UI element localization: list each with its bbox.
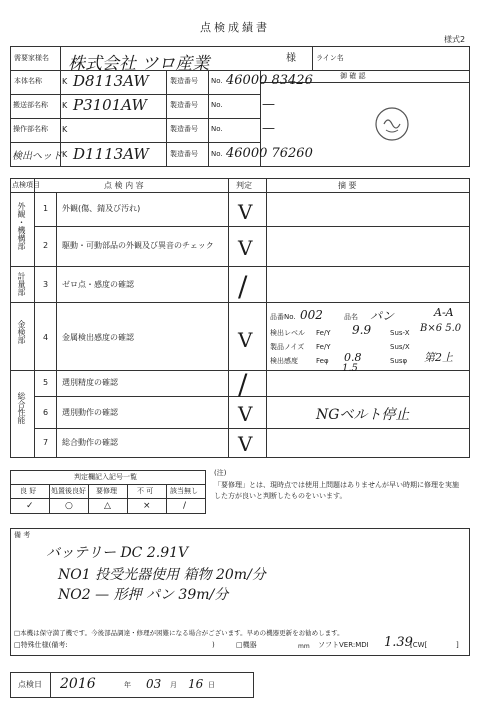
customer-name-label: 需要家様名 — [14, 54, 49, 62]
conveyor-name-label: 搬送部名称 — [13, 101, 48, 109]
detect-level-sus-label: Sus-X — [390, 329, 410, 337]
detector-serial: 46000 76260 — [226, 146, 313, 161]
item-1-judge: V — [238, 200, 253, 224]
product-no-value: 002 — [300, 308, 323, 322]
operation-prefix: K — [62, 125, 68, 134]
detector-serial-label: 製造番号 — [170, 150, 198, 158]
date-month-unit: 月 — [170, 681, 177, 689]
legend-symbol-good: ✓ — [26, 501, 34, 511]
legend-label-ng: 不 可 — [137, 487, 154, 495]
body-name-label: 本体名称 — [14, 77, 42, 85]
customer-name-value: 株式会社 ツロ産業 — [68, 54, 210, 74]
body-no: No. — [211, 77, 223, 85]
remarks-label: 備 考 — [14, 531, 31, 539]
conveyor-serial-label: 製造番号 — [170, 101, 198, 109]
product-grade: A-A — [434, 306, 454, 319]
sensitivity-label: 検出感度 — [270, 357, 298, 365]
body-prefix: K — [62, 77, 68, 86]
conveyor-model: P3101AW — [73, 96, 147, 114]
item-1-no: 1 — [43, 204, 49, 213]
confirm-label: 御 確 認 — [340, 72, 366, 80]
mm-unit: mm — [298, 643, 310, 650]
item-6-judge: V — [238, 402, 253, 426]
body-serial-label: 製造番号 — [170, 77, 198, 85]
body-model: D8113AW — [73, 72, 149, 90]
remarks-line-1: バッテリー DC 2.91V — [46, 545, 189, 561]
remarks-header: 摘 要 — [338, 181, 357, 190]
legend-note-label: (注) — [214, 469, 227, 477]
sensitivity-fe: 0.8 — [344, 351, 362, 364]
soft-version-value: 1.39 — [384, 635, 413, 650]
form-number: 様式2 — [444, 35, 466, 44]
noise-fe-label: Fe/Y — [316, 343, 331, 351]
item-4-judge: V — [238, 328, 253, 352]
item-3-judge: / — [238, 270, 248, 303]
group-weighing: 計量部 — [17, 272, 26, 296]
date-day: 16 — [188, 677, 204, 691]
detect-level-fe-label: Fe/Y — [316, 329, 331, 337]
detector-model: D1113AW — [73, 145, 149, 163]
detector-no: No. — [211, 150, 223, 158]
conveyor-prefix: K — [62, 101, 68, 110]
group-appearance: 外観・機構部 — [17, 202, 26, 250]
item-2-judge: V — [238, 236, 253, 260]
conveyor-serial: — — [262, 97, 275, 112]
legend-label-repair: 要修理 — [96, 487, 117, 495]
legend-symbol-repair: △ — [104, 501, 111, 511]
item-7-no: 7 — [43, 438, 49, 447]
product-no-label: 品番No. — [270, 313, 296, 321]
cw-label: [CW[ — [410, 641, 428, 649]
product-name-label: 品名 — [344, 313, 358, 321]
item-3-no: 3 — [43, 280, 49, 289]
legend-symbol-fixed: ○ — [65, 501, 73, 511]
customer-honorific: 様 — [286, 53, 296, 64]
remarks-line-3: NO2 — 形押 パン 39m/分 — [58, 587, 229, 603]
operation-name-label: 操作部名称 — [13, 125, 48, 133]
judge-legend-title: 判定欄記入記号一覧 — [74, 473, 137, 481]
content-header: 点 検 内 容 — [104, 181, 144, 190]
judge-header: 判定 — [236, 181, 252, 190]
legend-symbol-ng: × — [143, 501, 151, 511]
item-6-remark: NGベルト停止 — [316, 407, 410, 423]
noise-sus-label: Sus/X — [390, 343, 410, 351]
item-7-judge: V — [238, 432, 253, 456]
item-6-text: 選別動作の確認 — [62, 408, 118, 417]
date-year: 2016 — [60, 676, 96, 692]
remarks-line-2: NO1 投受光器使用 箱物 20m/分 — [58, 567, 266, 583]
noise-label: 製品ノイズ — [270, 343, 305, 351]
legend-symbol-na: / — [183, 501, 187, 511]
cw-close: ] — [456, 641, 459, 649]
legend-label-na: 該当無し — [170, 487, 198, 495]
detector-head-label: 検出ヘッド — [12, 151, 62, 162]
item-7-text: 総合動作の確認 — [62, 438, 118, 447]
detector-prefix: K — [62, 150, 68, 159]
item-6-no: 6 — [43, 408, 49, 417]
service-end-notice: □本機は保守満了機です。今後部品調達・修理が困難になる場合がございます。早めの機器更新をお勧めします。 — [14, 629, 344, 637]
sensitivity-fe-label: Feφ — [316, 357, 329, 365]
group-overall: 総合性能 — [17, 392, 26, 424]
special-spec-close: ) — [212, 641, 215, 649]
detect-level-fe: 9.9 — [352, 323, 372, 337]
item-4-no: 4 — [43, 333, 49, 342]
item-5-judge: / — [238, 368, 248, 401]
item-4-text: 金属検出感度の確認 — [62, 333, 134, 342]
date-day-unit: 日 — [208, 681, 215, 689]
approval-stamp — [372, 104, 412, 144]
document-title: 点検成績書 — [200, 21, 270, 34]
body-serial: 46000 83426 — [226, 73, 313, 88]
inspection-date-box — [10, 672, 254, 698]
product-name-value: パン — [370, 309, 395, 323]
legend-note: 「要修理」とは、現時点では使用上問題はありませんが早い時期に修理を実施した方が良いと判断したものをいいます。 — [214, 481, 459, 500]
group-metal-detect: 金検部 — [17, 320, 26, 344]
item-3-text: ゼロ点・感度の確認 — [62, 280, 134, 289]
detect-level-label: 検出レベル — [270, 329, 305, 337]
sensitivity-sus: 第2上 — [424, 351, 453, 364]
operation-serial: — — [262, 121, 275, 136]
date-year-unit: 年 — [124, 681, 131, 689]
item-5-text: 選別精度の確認 — [62, 378, 118, 387]
detect-level-sus: B×6 5.0 — [420, 323, 462, 334]
line-name-label: ライン名 — [316, 54, 344, 62]
special-spec-label: □特殊仕様(備考: — [14, 641, 68, 649]
legend-label-good: 良 好 — [20, 487, 37, 495]
item-5-no: 5 — [43, 378, 49, 387]
item-1-text: 外観(傷、錆及び汚れ) — [62, 204, 141, 213]
soft-version-label: ソフトVER:MDI — [318, 641, 369, 649]
sensitivity-sus-label: Susφ — [390, 357, 408, 365]
item-2-text: 駆動・可動部品の外観及び異音のチェック — [62, 241, 214, 250]
sensitivity-fe-2: 1.5 — [342, 363, 358, 374]
legend-label-fixed: 処置後良好 — [51, 487, 86, 495]
operation-serial-label: 製造番号 — [170, 125, 198, 133]
item-2-no: 2 — [43, 241, 49, 250]
conveyor-no: No. — [211, 101, 223, 109]
date-label: 点検日 — [18, 680, 42, 689]
category-header: 点検項目 — [12, 181, 40, 189]
date-month: 03 — [146, 677, 162, 691]
machine-box-label: □機器 — [236, 641, 257, 649]
operation-no: No. — [211, 125, 223, 133]
